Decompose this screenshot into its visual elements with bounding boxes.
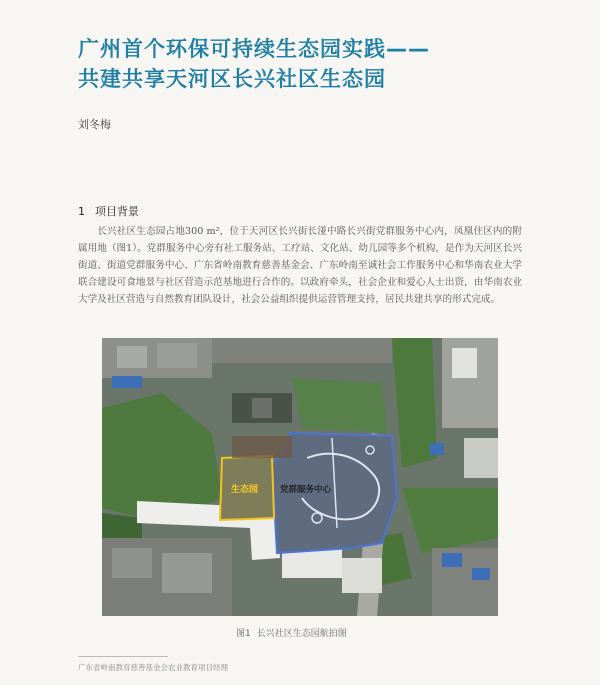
section-title: 项目背景 [95,205,139,218]
caption-number: 图1 [236,629,251,639]
title-line-1: 广州首个环保可持续生态园实践—— [78,37,430,61]
section-number: 1 [78,205,85,218]
aerial-photo-drawing [102,338,498,616]
body-paragraph: 长兴社区生态园占地300 m²，位于天河区长兴街长湴中路长兴街党群服务中心内，凤凰住区内的附属用地（图1）。党群服务中心旁有社工服务站、工疗站、文化站、幼儿园等多个机构，是作为天河区长兴街道、街道党群服务中心、广东省岭南教育慈善基金会、广东岭南至诚社会工作服务中心和华南农业大学联合建设可食地景与社区营造示范基地进行合作的。以政府牵头，社会企业和爱心人士出资，由华南农业大学及社区营造与自然教育团队设计，社会公益组织提供运营管理支持，居民共建共享的形式完成。 [78,226,522,305]
article-title [78,34,538,94]
aerial-photo [102,338,498,616]
figure-caption [236,626,347,639]
footnote-divider [78,656,168,657]
caption-text: 长兴社区生态园航拍图 [256,629,347,639]
section-heading [78,203,139,219]
eco-garden-label: 生态园 [231,485,259,495]
author-name: 刘冬梅 [78,118,111,131]
service-center-label: 党群服务中心 [280,485,332,495]
footnote: 广东省岭南教育慈善基金会农业教育项目经理 [78,663,228,672]
title-line-2: 共建共享天河区长兴社区生态园 [78,67,386,91]
